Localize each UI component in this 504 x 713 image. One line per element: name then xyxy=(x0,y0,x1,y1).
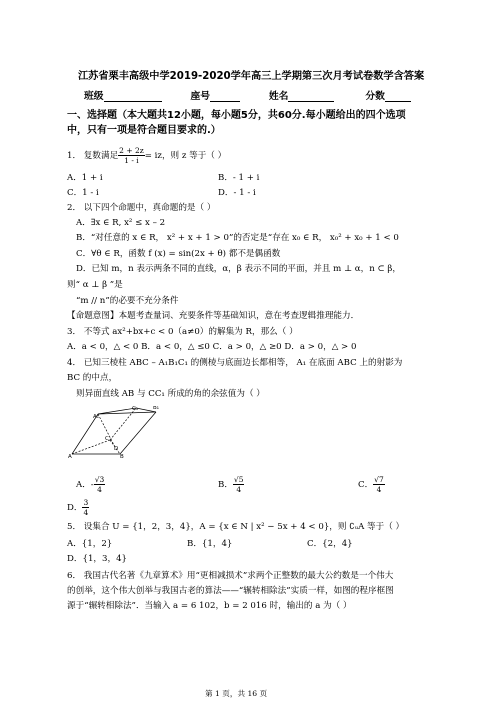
q1-fraction: $\frac{2 + 2z}{1 - i}$ xyxy=(119,146,144,165)
q5-option-b: B．{1，4} xyxy=(187,539,233,549)
label-c1: C₁ xyxy=(132,406,139,413)
q5-stem: 5． 设集合 U = {1，2，3，4}，A = {x ∈ N | x² − 5x + 4 < 0}，则 ∁ᵤA 等于（ ） xyxy=(67,522,405,532)
q5-option-c: C．{2，4} xyxy=(307,539,353,549)
q6-line1: 6． 我国古代名著《九章算术》用“更相减损术”求两个正整数的最大公约数是一个伟大 xyxy=(67,571,394,581)
class-label: 班级 xyxy=(84,91,104,102)
q6-line2: 的创举，这个伟大创举与我国古老的算法——“辗转相除法”实质一样，如图的程序框图 xyxy=(67,586,394,596)
q3-stem: 3． 不等式 ax²+bx+c < 0（a≠0）的解集为 R，那么（ ） xyxy=(67,327,298,337)
q4-option-c: C． $\frac{√7}{4}$ xyxy=(358,475,384,494)
seat-blank xyxy=(210,91,240,102)
label-b1: B₁ xyxy=(153,406,159,412)
label-a: A xyxy=(68,454,72,461)
q4-option-d: D． $\frac{3}{4}$ xyxy=(67,498,89,517)
prism-figure xyxy=(68,406,160,462)
page-footer: 第 1 页，共 16 页 xyxy=(205,689,268,698)
student-info-fields xyxy=(84,91,411,102)
q1-option-b: B．- 1 + i xyxy=(218,173,260,183)
label-b: B xyxy=(120,454,124,461)
q2-option-d-line1: D．已知 m，n 表示两条不同的直线，α，β 表示不同的平面，并且 m ⊥ α，n ⊂ β， xyxy=(76,264,401,274)
q4-option-a: A．- $\frac{√3}{4}$ xyxy=(76,475,105,494)
q2-option-d-line3: “m // n”的必要不充分条件 xyxy=(76,296,179,306)
q4-option-b: B． $\frac{√5}{4}$ xyxy=(218,475,244,494)
q4-stem-line1: 4． 已知三棱柱 ABC – A₁B₁C₁ 的侧棱与底面边长都相等， A₁ 在底面 ABC 上的射影为 xyxy=(67,358,403,368)
q5-option-d: D．{1，3，4} xyxy=(67,554,128,564)
document-title: 江苏省栗丰高级中学2019-2020学年高三上学期第三次月考试卷数学含答案 xyxy=(78,71,425,82)
section-heading-line1: 一、选择题（本大题共12小题，每小题5分，共60分.每小题给出的四个选项 xyxy=(67,110,406,121)
label-c: C xyxy=(105,436,109,443)
score-blank xyxy=(385,91,411,102)
name-blank xyxy=(288,91,334,102)
q2-option-a: A．∃x ∈ R, x² ≤ x – 2 xyxy=(76,218,166,228)
q4-stem-line3: 则异面直线 AB 与 CC₁ 所成的角的余弦值为（ ） xyxy=(76,389,265,399)
score-label: 分数 xyxy=(365,91,385,102)
q4-stem-line2: BC 的中点， xyxy=(67,373,118,383)
name-label: 姓名 xyxy=(268,91,289,102)
q5-option-a: A．{1，2} xyxy=(67,539,113,549)
q6-line3: 源于“辗转相除法”．当输入 a = 6 102，b = 2 016 时，输出的 a 为（ ） xyxy=(67,601,352,611)
class-blank xyxy=(104,91,162,102)
q2-option-d-line2: 则“ α ⊥ β ”是 xyxy=(67,280,123,290)
q2-option-c: C．∀θ ∈ R，函数 f (x) = sin(2x + θ) 都不是偶函数 xyxy=(76,249,281,259)
seat-label: 座号 xyxy=(190,91,211,102)
q2-option-b: B．“对任意的 x ∈ R， x² + x + 1 > 0”的否定是“存在 x₀ ∈ R， x₀² + x₀ + 1 < 0 xyxy=(76,233,399,243)
q1-option-a: A．1 + i xyxy=(67,173,103,183)
q2-note: 【命题意图】本题考查量词、充要条件等基础知识，意在考查逻辑推理能力． xyxy=(67,311,360,321)
q3-options: A．a < 0，△ < 0 B．a < 0，△ ≤0 C．a > 0，△ ≥0 D．a > 0，△ > 0 xyxy=(67,342,357,352)
edge-bb1 xyxy=(120,412,156,454)
q1-option-d: D．- 1 - i xyxy=(218,188,256,198)
q1-option-c: C．1 - i xyxy=(67,188,99,198)
section-heading-line2: 中，只有一项是符合题目要求的.） xyxy=(67,125,221,136)
q1-stem: 1． 复数满足 $\frac{2 + 2z}{1 - i}$ = iz，则 z 等于（ ） xyxy=(67,146,227,165)
q2-stem: 2． 以下四个命题中，真命题的是（ ） xyxy=(67,203,216,213)
label-d: D xyxy=(114,446,119,453)
label-a1: A₁ xyxy=(93,414,99,421)
